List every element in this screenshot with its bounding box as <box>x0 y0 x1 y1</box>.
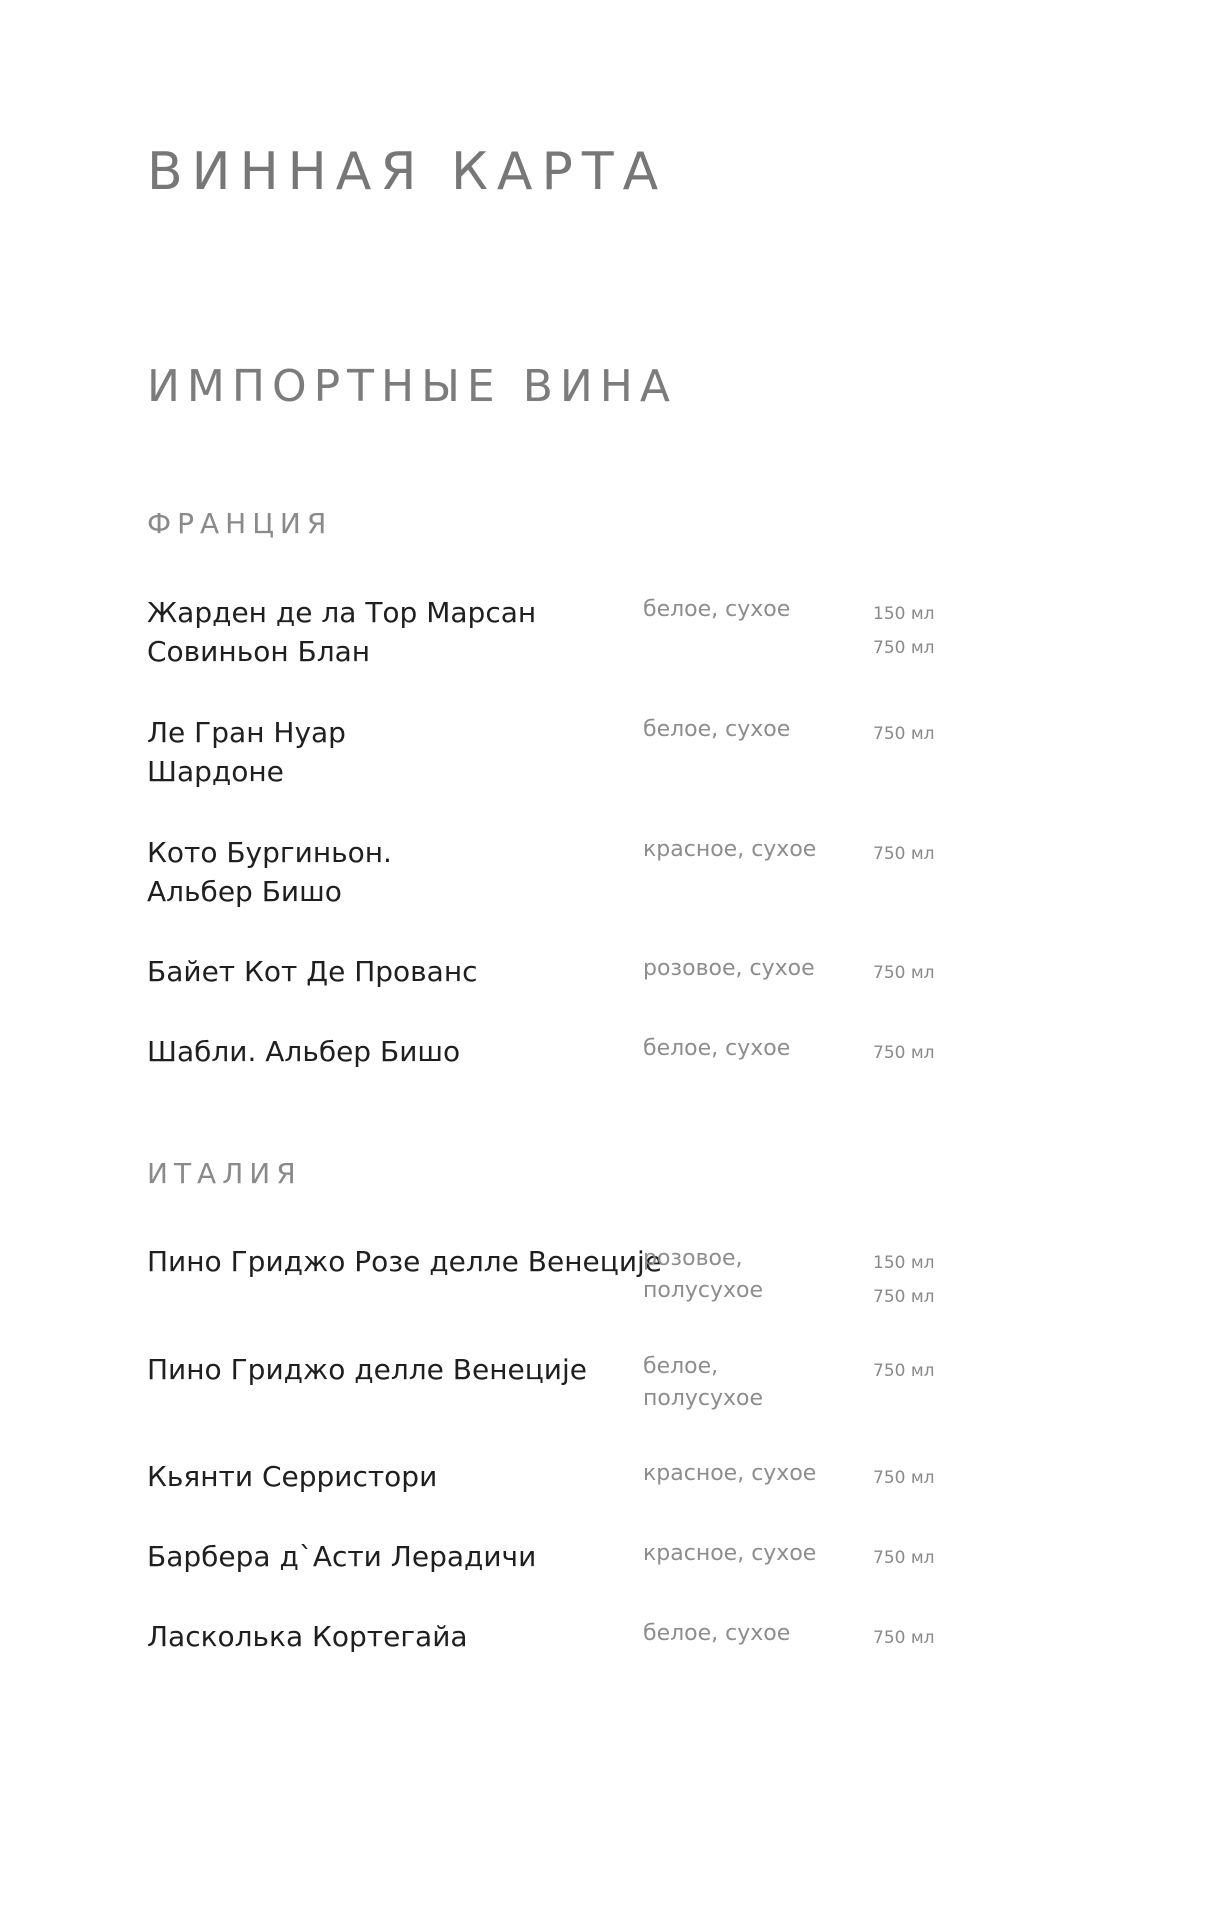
wine-name-line: Байет Кот Де Прованс <box>147 955 478 988</box>
wine-name <box>147 833 637 911</box>
wine-type <box>643 953 843 985</box>
wine-volumes <box>873 597 963 665</box>
wine-volume: 750 мл <box>873 1548 935 1568</box>
wine-name <box>147 593 637 671</box>
wine-volumes <box>873 1246 963 1314</box>
wine-volumes <box>873 1461 963 1495</box>
wine-type-line: розовое, сухое <box>643 956 815 981</box>
wine-volumes <box>873 837 963 871</box>
wine-type-line: белое, сухое <box>643 1621 791 1646</box>
wine-volume: 750 мл <box>873 1468 935 1488</box>
wine-type-line: белое, сухое <box>643 597 791 622</box>
wine-type-line: белое, сухое <box>643 1036 791 1061</box>
wine-name-line: Шабли. Альбер Бишо <box>147 1035 461 1068</box>
wine-volumes <box>873 956 963 990</box>
wine-name-line: Совиньон Блан <box>147 635 371 668</box>
wine-name <box>147 1350 637 1389</box>
wine-volume: 750 мл <box>873 1043 935 1063</box>
wine-type <box>643 594 843 626</box>
wine-volume: 750 мл <box>873 1361 935 1381</box>
country-heading: ИТАЛИЯ <box>147 1157 302 1190</box>
wine-volume: 150 мл <box>873 604 935 624</box>
wine-volumes <box>873 1036 963 1070</box>
wine-name <box>147 1537 637 1576</box>
wine-type-line: полусухое <box>643 1278 764 1303</box>
wine-name-line: Альбер Бишо <box>147 875 342 908</box>
wine-type <box>643 714 843 746</box>
wine-type-line: белое, сухое <box>643 717 791 742</box>
wine-name-line: Пино Гриджо делле Венеције <box>147 1353 587 1386</box>
wine-name-line: Пино Гриджо Розе делле Венеције <box>147 1245 663 1278</box>
wine-type-line: розовое, <box>643 1246 743 1271</box>
wine-type <box>643 1351 843 1415</box>
country-heading: ФРАНЦИЯ <box>147 507 333 540</box>
wine-volumes <box>873 717 963 751</box>
wine-type-line: красное, сухое <box>643 837 817 862</box>
wine-name-line: Шардоне <box>147 755 284 788</box>
wine-name <box>147 1457 637 1496</box>
wine-volume: 750 мл <box>873 963 935 983</box>
wine-name-line: Ле Гран Нуар <box>147 716 346 749</box>
wine-type <box>643 1243 843 1307</box>
wine-type <box>643 834 843 866</box>
wine-volumes <box>873 1354 963 1388</box>
wine-name-line: Кото Бургиньон. <box>147 836 392 869</box>
wine-name-line: Жарден де ла Тор Марсан <box>147 596 537 629</box>
wine-name <box>147 1032 637 1071</box>
wine-volume: 150 мл <box>873 1253 935 1273</box>
wine-type <box>643 1618 843 1650</box>
wine-volumes <box>873 1541 963 1575</box>
wine-volume: 750 мл <box>873 1287 935 1307</box>
wine-volume: 750 мл <box>873 724 935 744</box>
wine-volume: 750 мл <box>873 638 935 658</box>
page-title: ВИННАЯ КАРТА <box>147 142 668 202</box>
wine-name <box>147 952 637 991</box>
wine-type <box>643 1033 843 1065</box>
wine-type-line: белое, <box>643 1354 719 1379</box>
page-subtitle: ИМПОРТНЫЕ ВИНА <box>147 361 677 412</box>
wine-name-line: Барбера д`Асти Лерадичи <box>147 1540 537 1573</box>
wine-volume: 750 мл <box>873 1628 935 1648</box>
wine-type-line: красное, сухое <box>643 1461 817 1486</box>
wine-type <box>643 1538 843 1570</box>
wine-name-line: Кьянти Серристори <box>147 1460 438 1493</box>
wine-volume: 750 мл <box>873 844 935 864</box>
wine-name <box>147 713 637 791</box>
wine-name <box>147 1617 637 1656</box>
wine-type-line: красное, сухое <box>643 1541 817 1566</box>
wine-name <box>147 1242 663 1281</box>
wine-type <box>643 1458 843 1490</box>
wine-name-line: Ласколька Кортегайа <box>147 1620 468 1653</box>
wine-volumes <box>873 1621 963 1655</box>
wine-type-line: полусухое <box>643 1386 764 1411</box>
